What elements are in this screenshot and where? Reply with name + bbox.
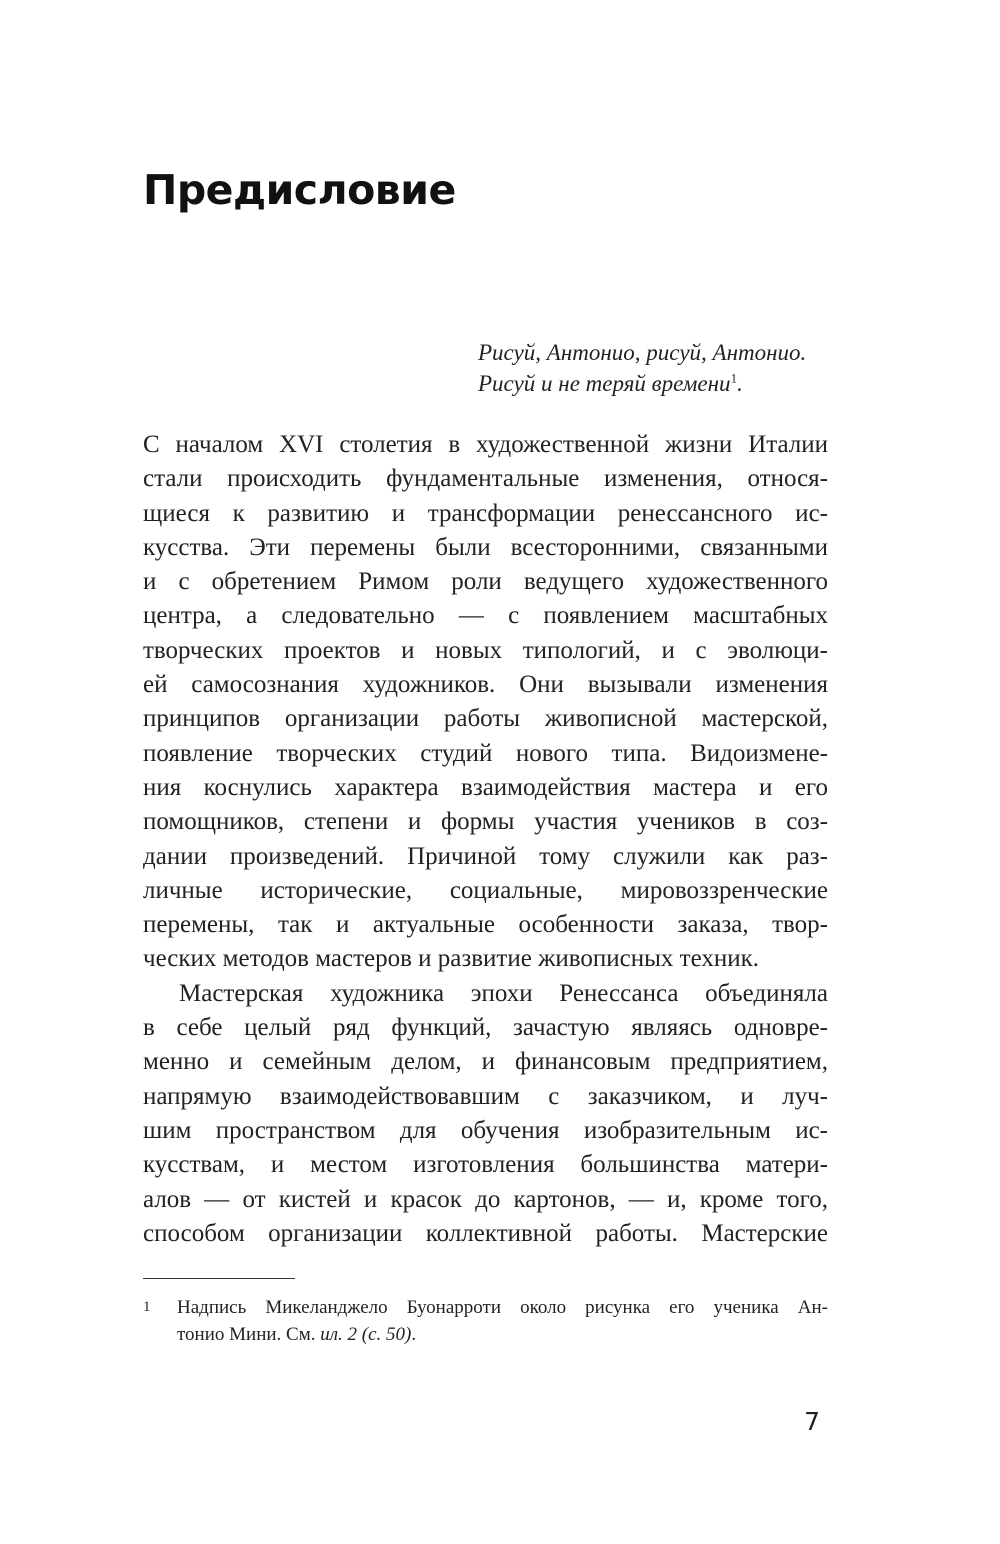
- footnote-line-1: Надпись Микеланджело Буонарроти около рисунка его ученика Ан-: [177, 1297, 828, 1318]
- text-line: помощников, степени и формы участия учеников в соз-: [143, 808, 828, 836]
- text-line: ческих методов мастеров и развитие живописных техник.: [143, 945, 759, 973]
- footnote: [143, 1294, 828, 1348]
- text-line: Мастерская художника эпохи Ренессанса объединяла: [179, 979, 828, 1007]
- text-line: щиеся к развитию и трансформации ренессансного ис-: [143, 499, 828, 527]
- epigraph-line-1: Рисуй, Антонио, рисуй, Антонио.: [478, 340, 807, 365]
- footnote-illustration-reference[interactable]: ил. 2 (с. 50): [320, 1324, 412, 1345]
- text-line: способом организации коллективной работы. Мастерские: [143, 1219, 828, 1247]
- text-line: творческих проектов и новых типологий, и с эволюци-: [143, 636, 828, 664]
- text-line: шим пространством для обучения изобразительным ис-: [143, 1116, 828, 1144]
- text-line: ей самосознания художников. Они вызывали изменения: [143, 671, 828, 699]
- text-line: кусствам, и местом изготовления большинства матери-: [143, 1151, 828, 1179]
- footnote-line-2-end: .: [411, 1324, 417, 1345]
- text-line: центра, а следовательно — с появлением масштабных: [143, 602, 828, 630]
- epigraph: [478, 337, 838, 399]
- text-line: личные исторические, социальные, мировоззренческие: [143, 876, 828, 904]
- footnote-line-2-start: тонио Мини. См.: [177, 1324, 321, 1345]
- text-line: ния коснулись характера взаимодействия мастера и его: [143, 773, 828, 801]
- text-line: кусства. Эти перемены были всесторонними, связанными: [143, 533, 828, 561]
- text-line: напрямую взаимодействовавшим с заказчиком, и луч-: [143, 1082, 828, 1110]
- chapter-title: Предисловие: [143, 166, 456, 214]
- paragraph-2: [143, 977, 828, 1251]
- epigraph-footnote-mark[interactable]: 1: [730, 370, 738, 386]
- text-line: перемены, так и актуальные особенности заказа, твор-: [143, 911, 828, 939]
- footnote-divider: [143, 1278, 295, 1279]
- body-text: [143, 428, 828, 1251]
- epigraph-line-2-text: Рисуй и не теряй времени: [478, 371, 731, 396]
- footnote-body: [177, 1294, 828, 1348]
- footnote-number: 1: [143, 1299, 151, 1315]
- text-line: принципов организации работы живописной мастерской,: [143, 705, 828, 733]
- paragraph-1: [143, 428, 828, 977]
- epigraph-line-2: [478, 368, 838, 399]
- text-line: алов — от кистей и красок до картонов, — и, кроме того,: [143, 1185, 828, 1213]
- text-line: и с обретением Римом роли ведущего художественного: [143, 568, 828, 596]
- text-line: появление творческих студий нового типа. Видоизмене-: [143, 739, 828, 767]
- text-line: дании произведений. Причиной тому служили как раз-: [143, 842, 828, 870]
- text-line: в себе целый ряд функций, зачастую являясь одновре-: [143, 1014, 828, 1042]
- text-line: менно и семейным делом, и финансовым предприятием,: [143, 1048, 828, 1076]
- text-line: стали происходить фундаментальные изменения, относя-: [143, 465, 828, 493]
- epigraph-line-2-end: .: [737, 371, 743, 396]
- page-number: 7: [804, 1407, 820, 1436]
- text-line: С началом XVI столетия в художественной жизни Италии: [143, 431, 828, 458]
- footnote-line-2: [177, 1321, 828, 1348]
